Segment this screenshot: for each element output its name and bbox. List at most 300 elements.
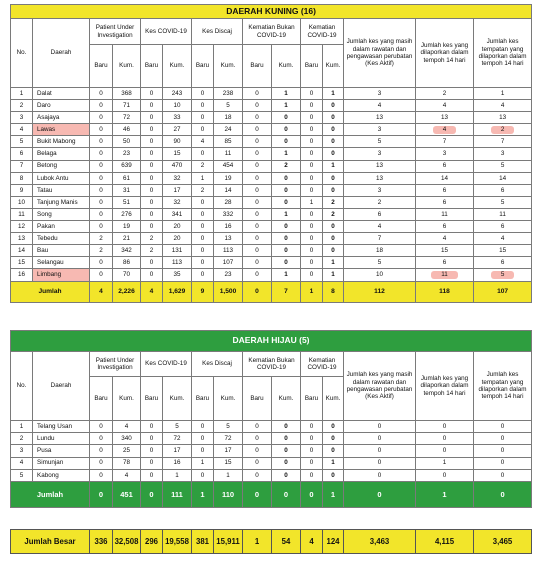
total-label: Jumlah Besar: [11, 530, 90, 554]
table-cell: 0: [272, 257, 301, 269]
table-cell: 0: [243, 421, 272, 433]
table-cell: 23: [214, 269, 243, 281]
table-cell: 0: [141, 221, 163, 233]
subheader-baru: Baru: [90, 45, 113, 88]
subheader-baru: Baru: [243, 45, 272, 88]
table-cell: 0: [323, 184, 344, 196]
table-cell: 6: [474, 257, 532, 269]
district-name: Daro: [33, 100, 90, 112]
table-row: [11, 184, 532, 196]
table-cell: 2: [272, 160, 301, 172]
header-kes: Kes COVID-19: [141, 19, 192, 45]
table-cell: 0: [192, 208, 214, 220]
header-discaj: Kes Discaj: [192, 352, 243, 377]
total-cell: 0: [141, 481, 163, 507]
table-cell: 72: [163, 433, 192, 445]
table-cell: 0: [192, 196, 214, 208]
subheader-kum: Kum.: [323, 45, 344, 88]
grand-total-table: [10, 529, 532, 554]
table-cell: 14: [474, 172, 532, 184]
total-cell: 0: [474, 481, 532, 507]
table-cell: 72: [214, 433, 243, 445]
header-discaj: Kes Discaj: [192, 19, 243, 45]
table-cell: 11: [416, 208, 474, 220]
table-cell: 131: [163, 245, 192, 257]
table-cell: 15: [474, 245, 532, 257]
table-cell: 17: [163, 445, 192, 457]
table-cell: 1: [323, 160, 344, 172]
table-cell: 368: [113, 88, 141, 100]
table-cell: 6: [416, 184, 474, 196]
table-cell: 0: [301, 433, 323, 445]
table-cell: 0: [141, 112, 163, 124]
table-cell: 1: [301, 196, 323, 208]
table-cell: 0: [272, 196, 301, 208]
total-cell: 451: [113, 481, 141, 507]
table-cell: 31: [113, 184, 141, 196]
table-cell: 113: [214, 245, 243, 257]
table-cell: 0: [243, 184, 272, 196]
subheader-kum: Kum.: [272, 45, 301, 88]
table-cell: 0: [141, 100, 163, 112]
table-cell: 1: [272, 100, 301, 112]
table-cell: 0: [243, 257, 272, 269]
total-cell: 111: [163, 481, 192, 507]
table-cell: 6: [416, 221, 474, 233]
table-cell: 0: [323, 433, 344, 445]
table-cell: 27: [163, 124, 192, 136]
table-cell: 0: [192, 221, 214, 233]
district-name: Telang Usan: [33, 421, 90, 433]
table-cell: 0: [90, 148, 113, 160]
yellow-zone-total-row: [11, 281, 532, 302]
table-cell: 0: [301, 269, 323, 281]
table-cell: 6: [416, 160, 474, 172]
table-cell: 0: [344, 469, 416, 481]
subheader-kum: Kum.: [214, 377, 243, 421]
table-cell: 0: [90, 172, 113, 184]
table-cell: 24: [214, 124, 243, 136]
table-row: [11, 208, 532, 220]
grand-total-row: [11, 530, 532, 554]
table-cell: 1: [163, 469, 192, 481]
table-cell: 0: [141, 457, 163, 469]
subheader-kum: Kum.: [214, 45, 243, 88]
table-cell: 0: [90, 112, 113, 124]
total-cell: 4,115: [416, 530, 474, 554]
total-cell: 7: [272, 281, 301, 302]
table-cell: 0: [192, 445, 214, 457]
district-name: Selangau: [33, 257, 90, 269]
table-cell: 20: [163, 221, 192, 233]
table-cell: 0: [301, 445, 323, 457]
total-cell: 1,629: [163, 281, 192, 302]
table-cell: 5: [344, 136, 416, 148]
table-cell: 0: [192, 233, 214, 245]
table-cell: 10: [344, 269, 416, 281]
table-cell: 639: [113, 160, 141, 172]
table-cell: 3: [474, 148, 532, 160]
total-cell: 54: [272, 530, 301, 554]
table-cell: 0: [301, 148, 323, 160]
subheader-baru: Baru: [90, 377, 113, 421]
table-cell: 1: [323, 88, 344, 100]
table-cell: 3: [344, 184, 416, 196]
table-cell: 4: [11, 124, 33, 136]
table-cell: 0: [90, 208, 113, 220]
highlight-mark: 4: [433, 126, 457, 133]
table-cell: 0: [90, 421, 113, 433]
table-cell: 0: [192, 100, 214, 112]
table-cell: 0: [344, 445, 416, 457]
table-cell: 1: [272, 208, 301, 220]
table-cell: 0: [192, 88, 214, 100]
yellow-zone-table: [10, 4, 532, 303]
subheader-baru: Baru: [301, 377, 323, 421]
table-cell: 17: [163, 184, 192, 196]
total-cell: 1,500: [214, 281, 243, 302]
total-cell: 0: [243, 281, 272, 302]
table-cell: 0: [323, 469, 344, 481]
table-cell: 13: [416, 112, 474, 124]
table-row: [11, 445, 532, 457]
table-cell: 5: [11, 136, 33, 148]
table-cell: 0: [323, 100, 344, 112]
table-cell: 0: [141, 124, 163, 136]
table-cell: 0: [90, 124, 113, 136]
table-cell: 340: [113, 433, 141, 445]
table-cell: 0: [90, 257, 113, 269]
total-cell: 0: [272, 481, 301, 507]
table-cell: 0: [323, 445, 344, 457]
table-cell: 32: [163, 196, 192, 208]
table-cell: 13: [344, 112, 416, 124]
table-cell: 0: [243, 208, 272, 220]
table-cell: 5: [214, 100, 243, 112]
table-cell: 18: [214, 112, 243, 124]
table-cell: 1: [272, 88, 301, 100]
district-name: Song: [33, 208, 90, 220]
table-cell: 332: [214, 208, 243, 220]
table-cell: 16: [163, 457, 192, 469]
total-cell: 1: [243, 530, 272, 554]
header-daerah: Daerah: [33, 352, 90, 421]
table-cell: 18: [344, 245, 416, 257]
table-cell: 0: [301, 160, 323, 172]
header-kes-dilaporkan: Jumlah kes yang dilaporkan dalam tempoh 14 hari: [416, 352, 474, 421]
table-cell: 0: [192, 257, 214, 269]
table-cell: 14: [11, 245, 33, 257]
table-cell: 0: [141, 196, 163, 208]
district-name: Tatau: [33, 184, 90, 196]
table-cell: 0: [272, 184, 301, 196]
table-cell: 13: [214, 233, 243, 245]
table-row: [11, 88, 532, 100]
green-zone-total-row: [11, 481, 532, 507]
total-cell: 107: [474, 281, 532, 302]
table-row: [11, 245, 532, 257]
table-cell: 0: [301, 208, 323, 220]
subheader-baru: Baru: [301, 45, 323, 88]
subheader-kum: Kum.: [113, 45, 141, 88]
table-cell: 28: [214, 196, 243, 208]
table-row: [11, 148, 532, 160]
subheader-kum: Kum.: [163, 45, 192, 88]
table-cell: 0: [272, 221, 301, 233]
table-cell: 1: [323, 269, 344, 281]
table-cell: 1: [192, 457, 214, 469]
table-cell: 2: [90, 233, 113, 245]
table-cell: 4: [416, 100, 474, 112]
header-kes-dilaporkan: Jumlah kes yang dilaporkan dalam tempoh 14 hari: [416, 19, 474, 88]
table-cell: 0: [90, 445, 113, 457]
table-cell: 0: [90, 184, 113, 196]
table-row: [11, 196, 532, 208]
subheader-kum: Kum.: [272, 377, 301, 421]
table-cell: 16: [214, 221, 243, 233]
total-cell: 4: [141, 281, 163, 302]
table-cell: 0: [323, 148, 344, 160]
table-cell: 11: [214, 148, 243, 160]
table-cell: 6: [474, 184, 532, 196]
total-cell: 32,508: [113, 530, 141, 554]
header-kes-tempatan-text: Jumlah kes tempatan yang dilaporkan dalam tempoh 14 hari: [478, 38, 527, 68]
table-cell: [416, 269, 474, 281]
header-kes-tempatan: Jumlah kes tempatan yang dilaporkan dalam tempoh 14 hari: [474, 352, 532, 421]
table-cell: 78: [113, 457, 141, 469]
table-cell: 341: [163, 208, 192, 220]
table-cell: 13: [344, 172, 416, 184]
table-cell: 0: [192, 112, 214, 124]
table-cell: 0: [272, 245, 301, 257]
table-cell: 0: [192, 469, 214, 481]
table-cell: 4: [344, 100, 416, 112]
table-cell: 0: [90, 457, 113, 469]
table-cell: 0: [141, 469, 163, 481]
table-cell: 0: [301, 184, 323, 196]
header-daerah: Daerah: [33, 19, 90, 88]
table-row: [11, 100, 532, 112]
header-kematian-covid: Kematian COVID-19: [301, 19, 344, 45]
table-cell: 1: [214, 469, 243, 481]
table-row: [11, 269, 532, 281]
table-cell: 1: [474, 88, 532, 100]
table-cell: 0: [301, 88, 323, 100]
total-cell: 9: [192, 281, 214, 302]
district-name: Limbang: [33, 269, 90, 281]
district-name: Lawas: [33, 124, 90, 136]
table-row: [11, 136, 532, 148]
district-name: Simunjan: [33, 457, 90, 469]
table-cell: 6: [416, 257, 474, 269]
table-cell: 0: [243, 269, 272, 281]
table-cell: 0: [141, 208, 163, 220]
table-cell: 0: [301, 257, 323, 269]
table-cell: 0: [141, 257, 163, 269]
table-cell: 0: [272, 172, 301, 184]
table-cell: 5: [474, 160, 532, 172]
table-cell: 86: [113, 257, 141, 269]
table-cell: 0: [243, 433, 272, 445]
district-name: Bau: [33, 245, 90, 257]
table-cell: 15: [416, 245, 474, 257]
header-kes: Kes COVID-19: [141, 352, 192, 377]
table-cell: 3: [416, 148, 474, 160]
table-cell: 4: [474, 100, 532, 112]
table-cell: 19: [214, 172, 243, 184]
table-cell: 0: [323, 421, 344, 433]
district-name: Lundu: [33, 433, 90, 445]
table-row: [11, 433, 532, 445]
total-cell: 15,911: [214, 530, 243, 554]
highlight-mark: 11: [431, 271, 458, 278]
table-cell: 9: [11, 184, 33, 196]
table-cell: 0: [243, 160, 272, 172]
table-cell: 14: [214, 184, 243, 196]
table-cell: 7: [344, 233, 416, 245]
total-cell: 2,226: [113, 281, 141, 302]
table-cell: 2: [344, 196, 416, 208]
total-cell: 0: [344, 481, 416, 507]
total-label: Jumlah: [11, 481, 90, 507]
table-cell: 0: [141, 421, 163, 433]
table-cell: 11: [11, 208, 33, 220]
district-name: Betong: [33, 160, 90, 172]
table-cell: 0: [301, 245, 323, 257]
table-cell: 0: [90, 269, 113, 281]
table-cell: 10: [11, 196, 33, 208]
table-cell: 470: [163, 160, 192, 172]
subheader-baru: Baru: [141, 377, 163, 421]
table-cell: 454: [214, 160, 243, 172]
table-cell: 0: [474, 457, 532, 469]
highlight-mark: 5: [491, 271, 515, 278]
table-cell: 0: [192, 148, 214, 160]
total-cell: 3,465: [474, 530, 532, 554]
table-cell: 0: [243, 136, 272, 148]
table-cell: 2: [11, 433, 33, 445]
table-cell: 2: [416, 88, 474, 100]
table-cell: 0: [243, 124, 272, 136]
table-cell: 4: [11, 457, 33, 469]
table-cell: 7: [11, 160, 33, 172]
table-cell: 0: [416, 469, 474, 481]
district-name: Bukit Mabong: [33, 136, 90, 148]
table-cell: 13: [344, 160, 416, 172]
table-cell: 4: [113, 469, 141, 481]
subheader-baru: Baru: [192, 45, 214, 88]
table-cell: 2: [323, 196, 344, 208]
district-name: Asajaya: [33, 112, 90, 124]
table-cell: 0: [90, 136, 113, 148]
table-row: [11, 221, 532, 233]
table-cell: 0: [344, 433, 416, 445]
table-cell: 1: [11, 421, 33, 433]
table-cell: 7: [416, 136, 474, 148]
table-cell: 0: [243, 88, 272, 100]
district-name: Tebedu: [33, 233, 90, 245]
table-cell: 0: [301, 469, 323, 481]
table-cell: 35: [163, 269, 192, 281]
table-cell: 0: [272, 136, 301, 148]
total-cell: 1: [192, 481, 214, 507]
district-name: Kabong: [33, 469, 90, 481]
table-row: [11, 172, 532, 184]
table-cell: 17: [214, 445, 243, 457]
total-cell: 0: [90, 481, 113, 507]
table-cell: 0: [301, 457, 323, 469]
total-cell: 1: [416, 481, 474, 507]
table-cell: 2: [11, 100, 33, 112]
table-cell: 15: [214, 457, 243, 469]
table-cell: 0: [301, 100, 323, 112]
table-cell: 11: [474, 208, 532, 220]
table-cell: 0: [141, 184, 163, 196]
total-cell: 124: [323, 530, 344, 554]
table-cell: 2: [141, 245, 163, 257]
table-cell: 0: [141, 136, 163, 148]
table-cell: 107: [214, 257, 243, 269]
table-cell: 0: [141, 148, 163, 160]
table-cell: 0: [272, 112, 301, 124]
table-cell: 0: [416, 421, 474, 433]
table-cell: 0: [474, 421, 532, 433]
yellow-zone-rows: [11, 88, 532, 282]
district-name: Belaga: [33, 148, 90, 160]
table-cell: 0: [243, 172, 272, 184]
table-cell: 0: [474, 445, 532, 457]
table-cell: 0: [323, 221, 344, 233]
header-kes-aktif: Jumlah kes yang masih dalam rawatan dan pengawasan perubatan (Kes Aktif): [344, 352, 416, 421]
table-cell: 16: [11, 269, 33, 281]
table-cell: 0: [243, 100, 272, 112]
header-kematian-bukan-covid: Kematian Bukan COVID-19: [243, 19, 301, 45]
table-cell: 276: [113, 208, 141, 220]
table-cell: 15: [163, 148, 192, 160]
district-name: Pakan: [33, 221, 90, 233]
total-cell: 110: [214, 481, 243, 507]
total-cell: 4: [90, 281, 113, 302]
table-row: [11, 457, 532, 469]
table-cell: 13: [11, 233, 33, 245]
table-cell: 0: [323, 136, 344, 148]
table-cell: 238: [214, 88, 243, 100]
table-cell: 0: [416, 445, 474, 457]
table-cell: 0: [141, 269, 163, 281]
table-cell: 0: [141, 445, 163, 457]
table-cell: 10: [163, 100, 192, 112]
table-cell: 85: [214, 136, 243, 148]
subheader-kum: Kum.: [113, 377, 141, 421]
table-cell: 71: [113, 100, 141, 112]
table-cell: 0: [323, 233, 344, 245]
table-cell: 20: [163, 233, 192, 245]
table-cell: 0: [243, 445, 272, 457]
table-cell: 5: [163, 421, 192, 433]
table-cell: 0: [474, 469, 532, 481]
table-cell: 2: [90, 245, 113, 257]
table-cell: 6: [344, 208, 416, 220]
table-cell: 4: [344, 221, 416, 233]
table-cell: 12: [11, 221, 33, 233]
table-cell: 1: [416, 457, 474, 469]
table-cell: 0: [243, 469, 272, 481]
subheader-kum: Kum.: [163, 377, 192, 421]
table-row: [11, 421, 532, 433]
table-cell: 113: [163, 257, 192, 269]
total-cell: 1: [323, 481, 344, 507]
table-cell: 0: [272, 233, 301, 245]
